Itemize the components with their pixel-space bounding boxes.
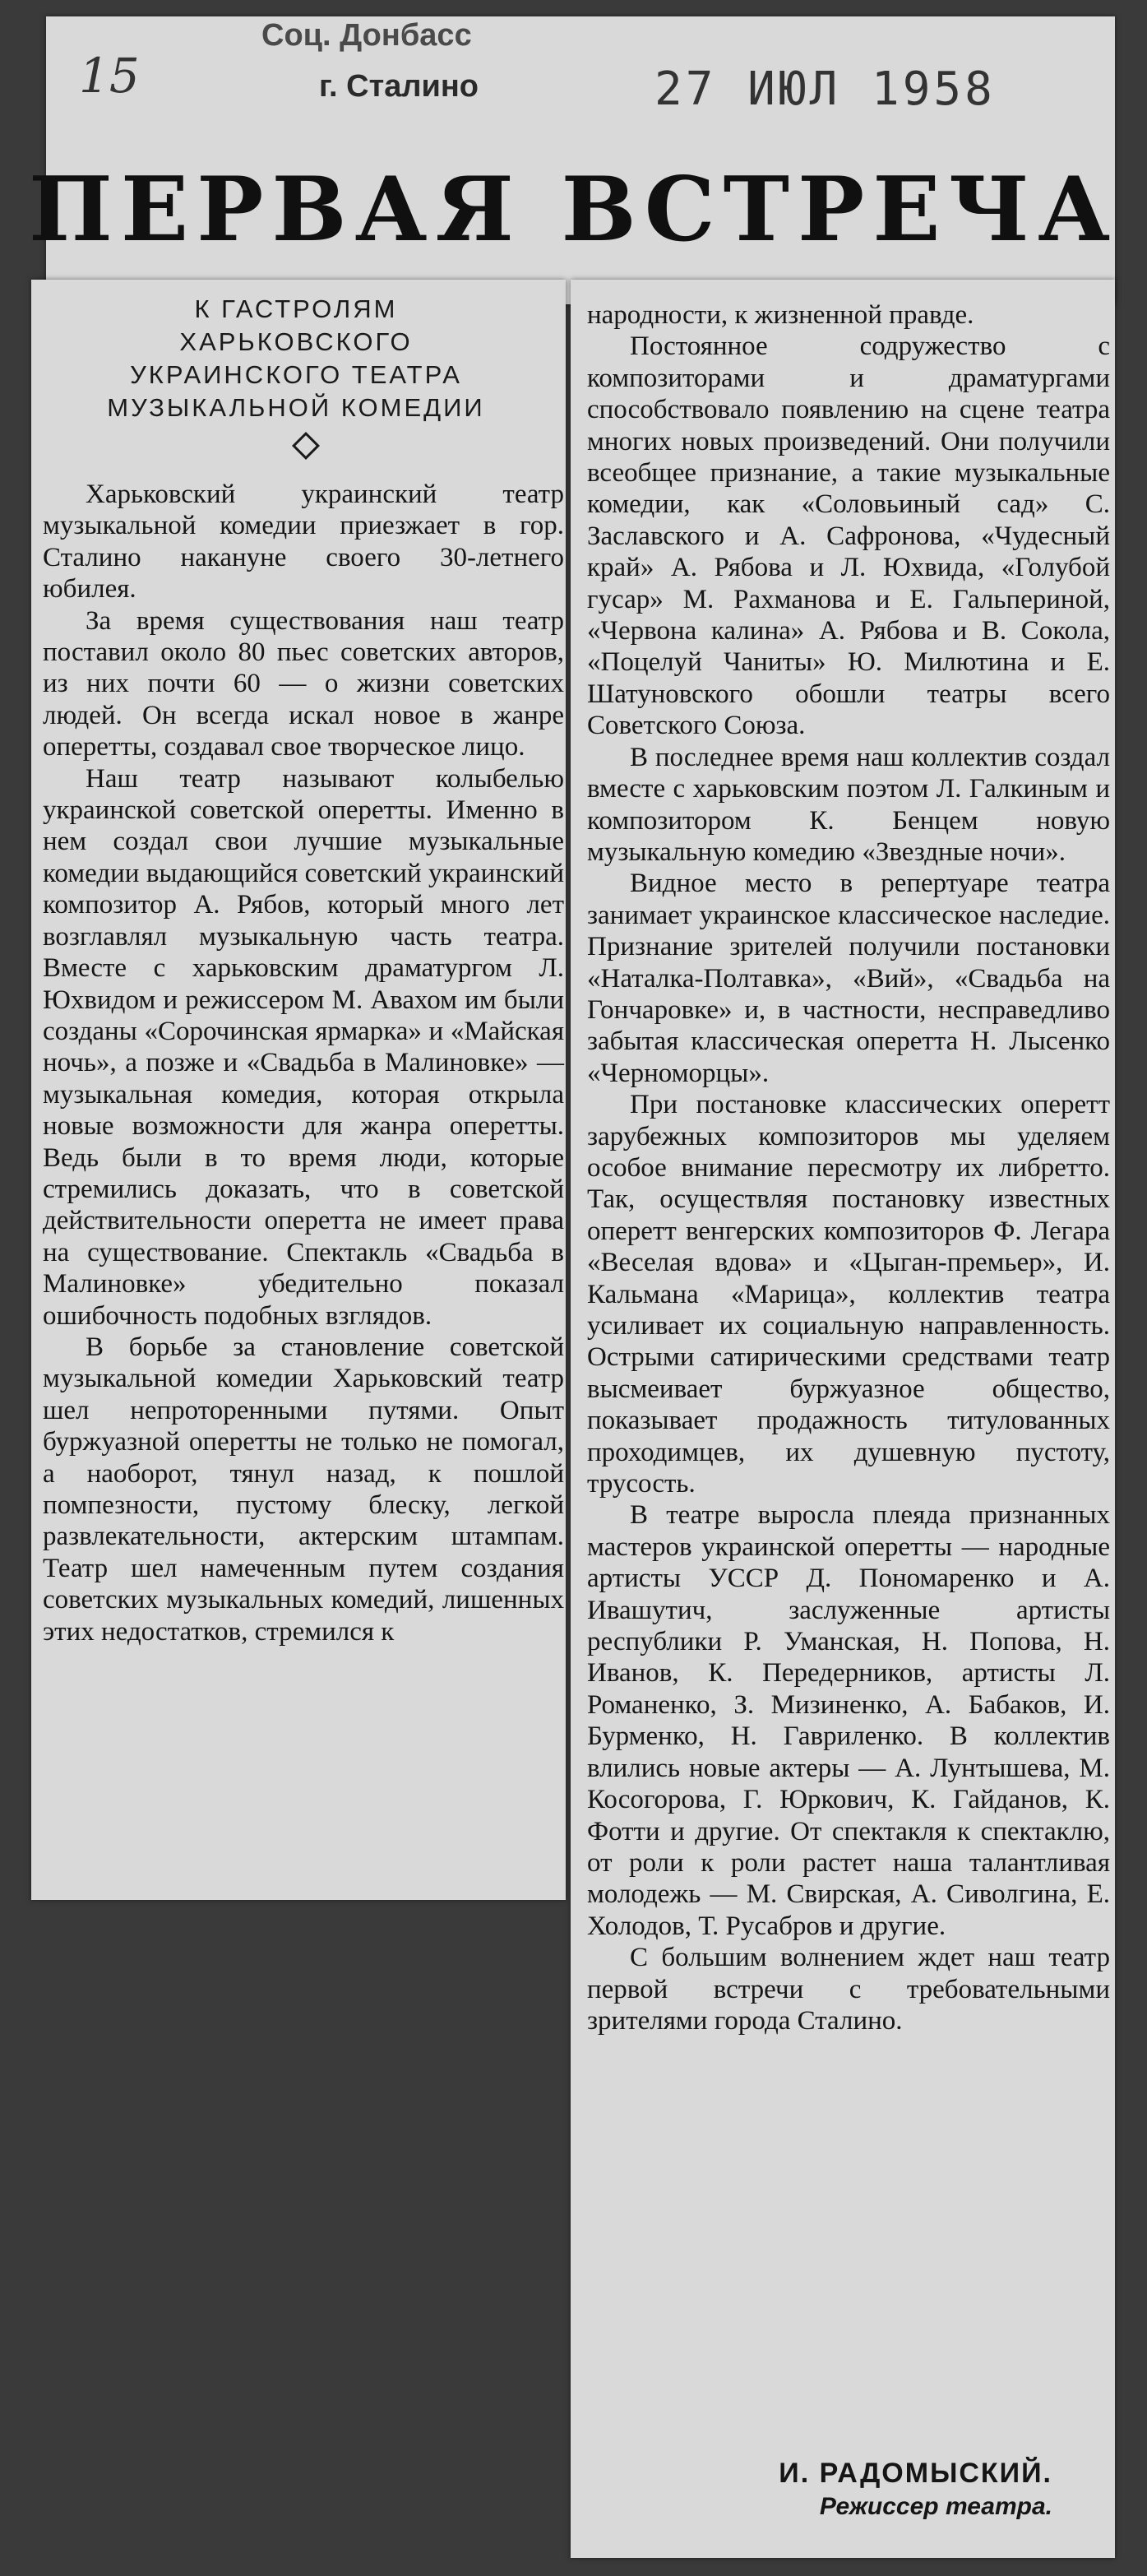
article-paragraph: С большим волнением ждет наш театр первой встречи с требовательными зрителями города Сталино. xyxy=(587,1943,1110,2036)
article-paragraph: В последнее время наш коллектив создал вместе с харьковским поэтом Л. Галкиным и композитором К. Бенцем новую музыкальную комедию «Звездные ночи». xyxy=(587,742,1110,867)
subhead-line: МУЗЫКАЛЬНОЙ КОМЕДИИ xyxy=(107,393,485,422)
handwritten-number: 15 xyxy=(79,48,140,104)
article-paragraph: Постоянное содружество с композиторами и драматургами способствовало появлению на сцене театра многих новых произведений. Они получили всеобщее признание, а такие музыкальные комедии, как «Соловьиный сад» С. Заславского и А. Сафронова, «Чудесный край» А. Рябова и Л. Юхвида, «Голубой гусар» М. Рахманова и Е. Гальпериной, «Червона калина» А. Рябова и В. Сокола, «Поцелуй Чаниты» Ю. Милютина и Е. Шатуновского обошли театры всего Советского Союза. xyxy=(587,331,1110,741)
article-paragraph: При постановке классических оперетт зарубежных композиторов мы уделяем особое внимание пересмотру их либретто. Так, осуществляя постановку известных оперетт венгерских композиторов Ф. Легара «Веселая вдова» и «Цыган-премьер», И. Кальмана «Марица», коллектив театра усиливает их социальную направленность. Острыми сатирическими средствами театр высмеивает буржуазное общество, показывает продажность титулованных проходимцев, их душевную пустоту, трусость. xyxy=(587,1090,1110,1499)
article-paragraph: Наш театр называют колыбелью украинской советской оперетты. Именно в нем создал свои лучшие музыкальные комедии выдающийся советский украинский композитор А. Рябов, который много лет возглавлял музыкальную часть театра. Вместе с харьковским драматургом Л. Юхвидом и режиссером М. Авахом им были созданы «Сорочинская ярмарка» и «Майская ночь», а позже и «Свадьба в Малиновке» — музыкальная комедия, которая открыла новые возможности для жанра оперетты. Ведь были в то время люди, которые стремились доказать, что в советской действительности оперетта не имеет права на существование. Спектакль «Свадьба в Малиновке» убедительно показал ошибочность подобных взглядов. xyxy=(43,763,564,1331)
subhead-line: К ГАСТРОЛЯМ xyxy=(194,294,398,323)
article-paragraph: В борьбе за становление советской музыкальной комедии Харьковский театр шел непроторенными путями. Опыт буржуазной оперетты не только не помогал, а наоборот, тянул назад, к пошлой помпезности, пустому блеску, легкой развлекательности, актерским штампам. Театр шел намеченным путем создания советских музыкальных комедий, лишенных этих недостатков, стремился к xyxy=(43,1332,564,1647)
article-headline: ПЕРВАЯ ВСТРЕЧА xyxy=(28,158,1119,262)
article-paragraph: В театре выросла плеяда признанных мастеров украинской оперетты — народные артисты УССР Д. Пономаренко и А. Ивашутич, заслуженные артисты республики Р. Уманская, Н. Попова, Н. Иванов, К. Передерников, артисты Л. Романенко, З. Мизиненко, А. Бабаков, И. Бурменко, Н. Гавриленко. В коллектив влились новые актеры — А. Лунтышева, М. Косогорова, Г. Юркович, К. Гайданов, К. Фотти и другие. От спектакля к спектаклю, от роли к роли растет наша талантливая молодежь — М. Свирская, А. Сиволгина, Е. Холодов, Т. Русабров и другие. xyxy=(587,1500,1110,1941)
author-role: Режиссер театра. xyxy=(819,2493,1052,2520)
subhead-line: ХАРЬКОВСКОГО xyxy=(179,327,413,356)
article-paragraph: Видное место в репертуаре театра занимает украинское классическое наследие. Признание зрителей получили постановки «Наталка-Полтавка», «Вий», «Свадьба на Гончаровке» и, в частности, несправедливо забытая классическая оперетта Н. Лысенко «Черноморцы». xyxy=(587,869,1110,1088)
article-paragraph: За время существования наш театр поставил около 80 пьес советских авторов, из них почти 60 — о жизни советских людей. Он всегда искал новое в жанре оперетты, создавал свое творческое лицо. xyxy=(43,605,564,762)
author-name: И. РАДОМЫСКИЙ. xyxy=(779,2458,1052,2489)
article-paragraph: Харьковский украинский театр музыкальной комедии приезжает в гор. Сталино накануне своего 30-летнего юбилея. xyxy=(43,480,564,605)
article-subhead xyxy=(58,293,534,424)
article-signature xyxy=(740,2458,1052,2521)
article-paragraph-continuation: народности, к жизненной правде. xyxy=(587,300,974,330)
subhead-line: УКРАИНСКОГО ТЕАТРА xyxy=(130,360,462,389)
newspaper-city: г. Сталино xyxy=(319,69,479,104)
article-right-column xyxy=(587,299,1110,2036)
newspaper-source: Соц. Донбасс xyxy=(261,18,472,53)
date-stamp: 27 ИЮЛ 1958 xyxy=(654,63,996,116)
article-left-column xyxy=(43,479,564,1647)
